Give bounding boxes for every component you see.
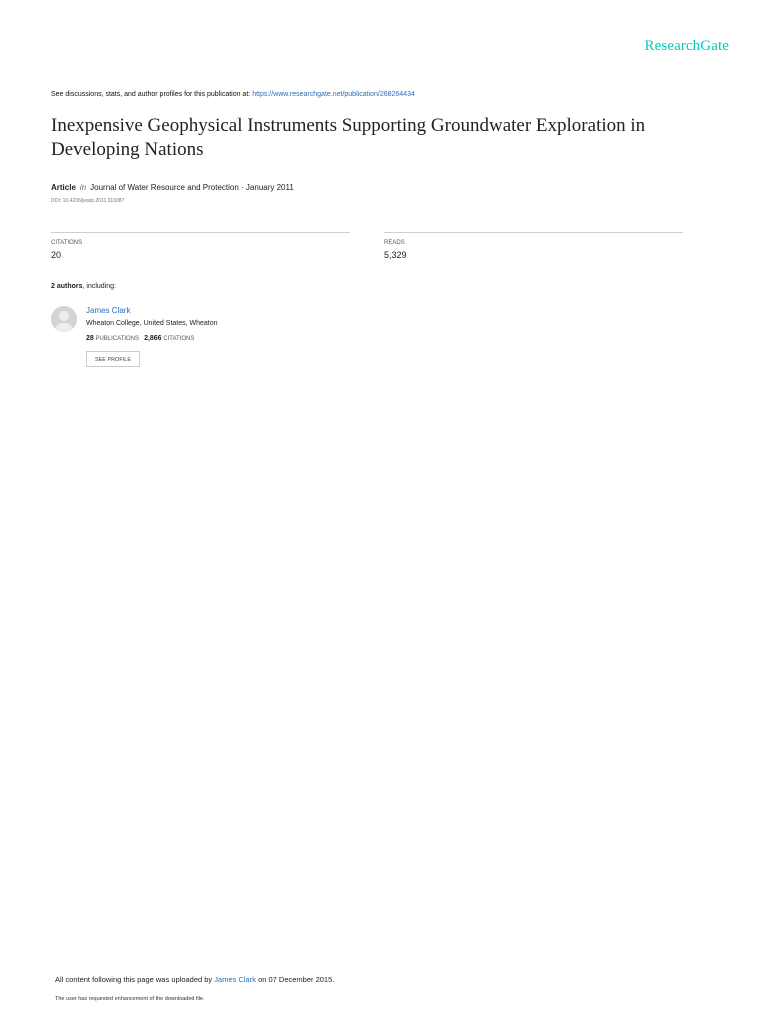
publication-link[interactable]: https://www.researchgate.net/publication/268264434	[252, 91, 415, 98]
see-profile-button[interactable]: SEE PROFILE	[86, 351, 140, 367]
article-type: Article	[51, 183, 76, 192]
upload-note	[55, 975, 334, 984]
authors-count: 2 authors	[51, 283, 83, 290]
discussion-text: See discussions, stats, and author profiles for this publication at:	[51, 91, 251, 98]
upload-prefix: All content following this page was uploaded by	[55, 975, 213, 984]
citations-divider	[51, 232, 350, 233]
avatar-placeholder-icon[interactable]	[51, 306, 77, 332]
researchgate-logo[interactable]: ResearchGate	[644, 38, 729, 54]
citations-value: 20	[51, 250, 62, 260]
enhancement-note: The user has requested enhancement of the downloaded file.	[55, 996, 205, 1002]
article-title: Inexpensive Geophysical Instruments Supporting Groundwater Exploration in Developing Nations	[51, 115, 646, 160]
uploader-link[interactable]: James Clark	[214, 975, 256, 984]
author-institution: Wheaton College, United States, Wheaton	[86, 320, 218, 327]
author-publications-label: PUBLICATIONS	[95, 336, 140, 342]
in-label: in	[79, 183, 87, 192]
author-stats	[86, 335, 194, 342]
reads-divider	[384, 232, 683, 233]
authors-heading	[51, 283, 116, 290]
reads-label: READS	[384, 240, 405, 246]
authors-including: , including:	[82, 283, 116, 290]
discussion-note	[51, 91, 415, 98]
author-name-link[interactable]: James Clark	[86, 306, 131, 315]
citations-label: CITATIONS	[51, 240, 83, 246]
author-citations-label: CITATIONS	[163, 336, 195, 342]
article-doi: DOI: 10.4236/jwarp.2011.310087	[51, 198, 125, 204]
reads-value: 5,329	[384, 250, 407, 260]
author-publications-count: 28	[86, 335, 94, 342]
journal-info: Journal of Water Resource and Protection · January 2011	[90, 183, 294, 192]
author-citations-count: 2,866	[144, 335, 162, 342]
article-meta	[51, 183, 294, 192]
upload-suffix: on 07 December 2015.	[258, 975, 335, 984]
